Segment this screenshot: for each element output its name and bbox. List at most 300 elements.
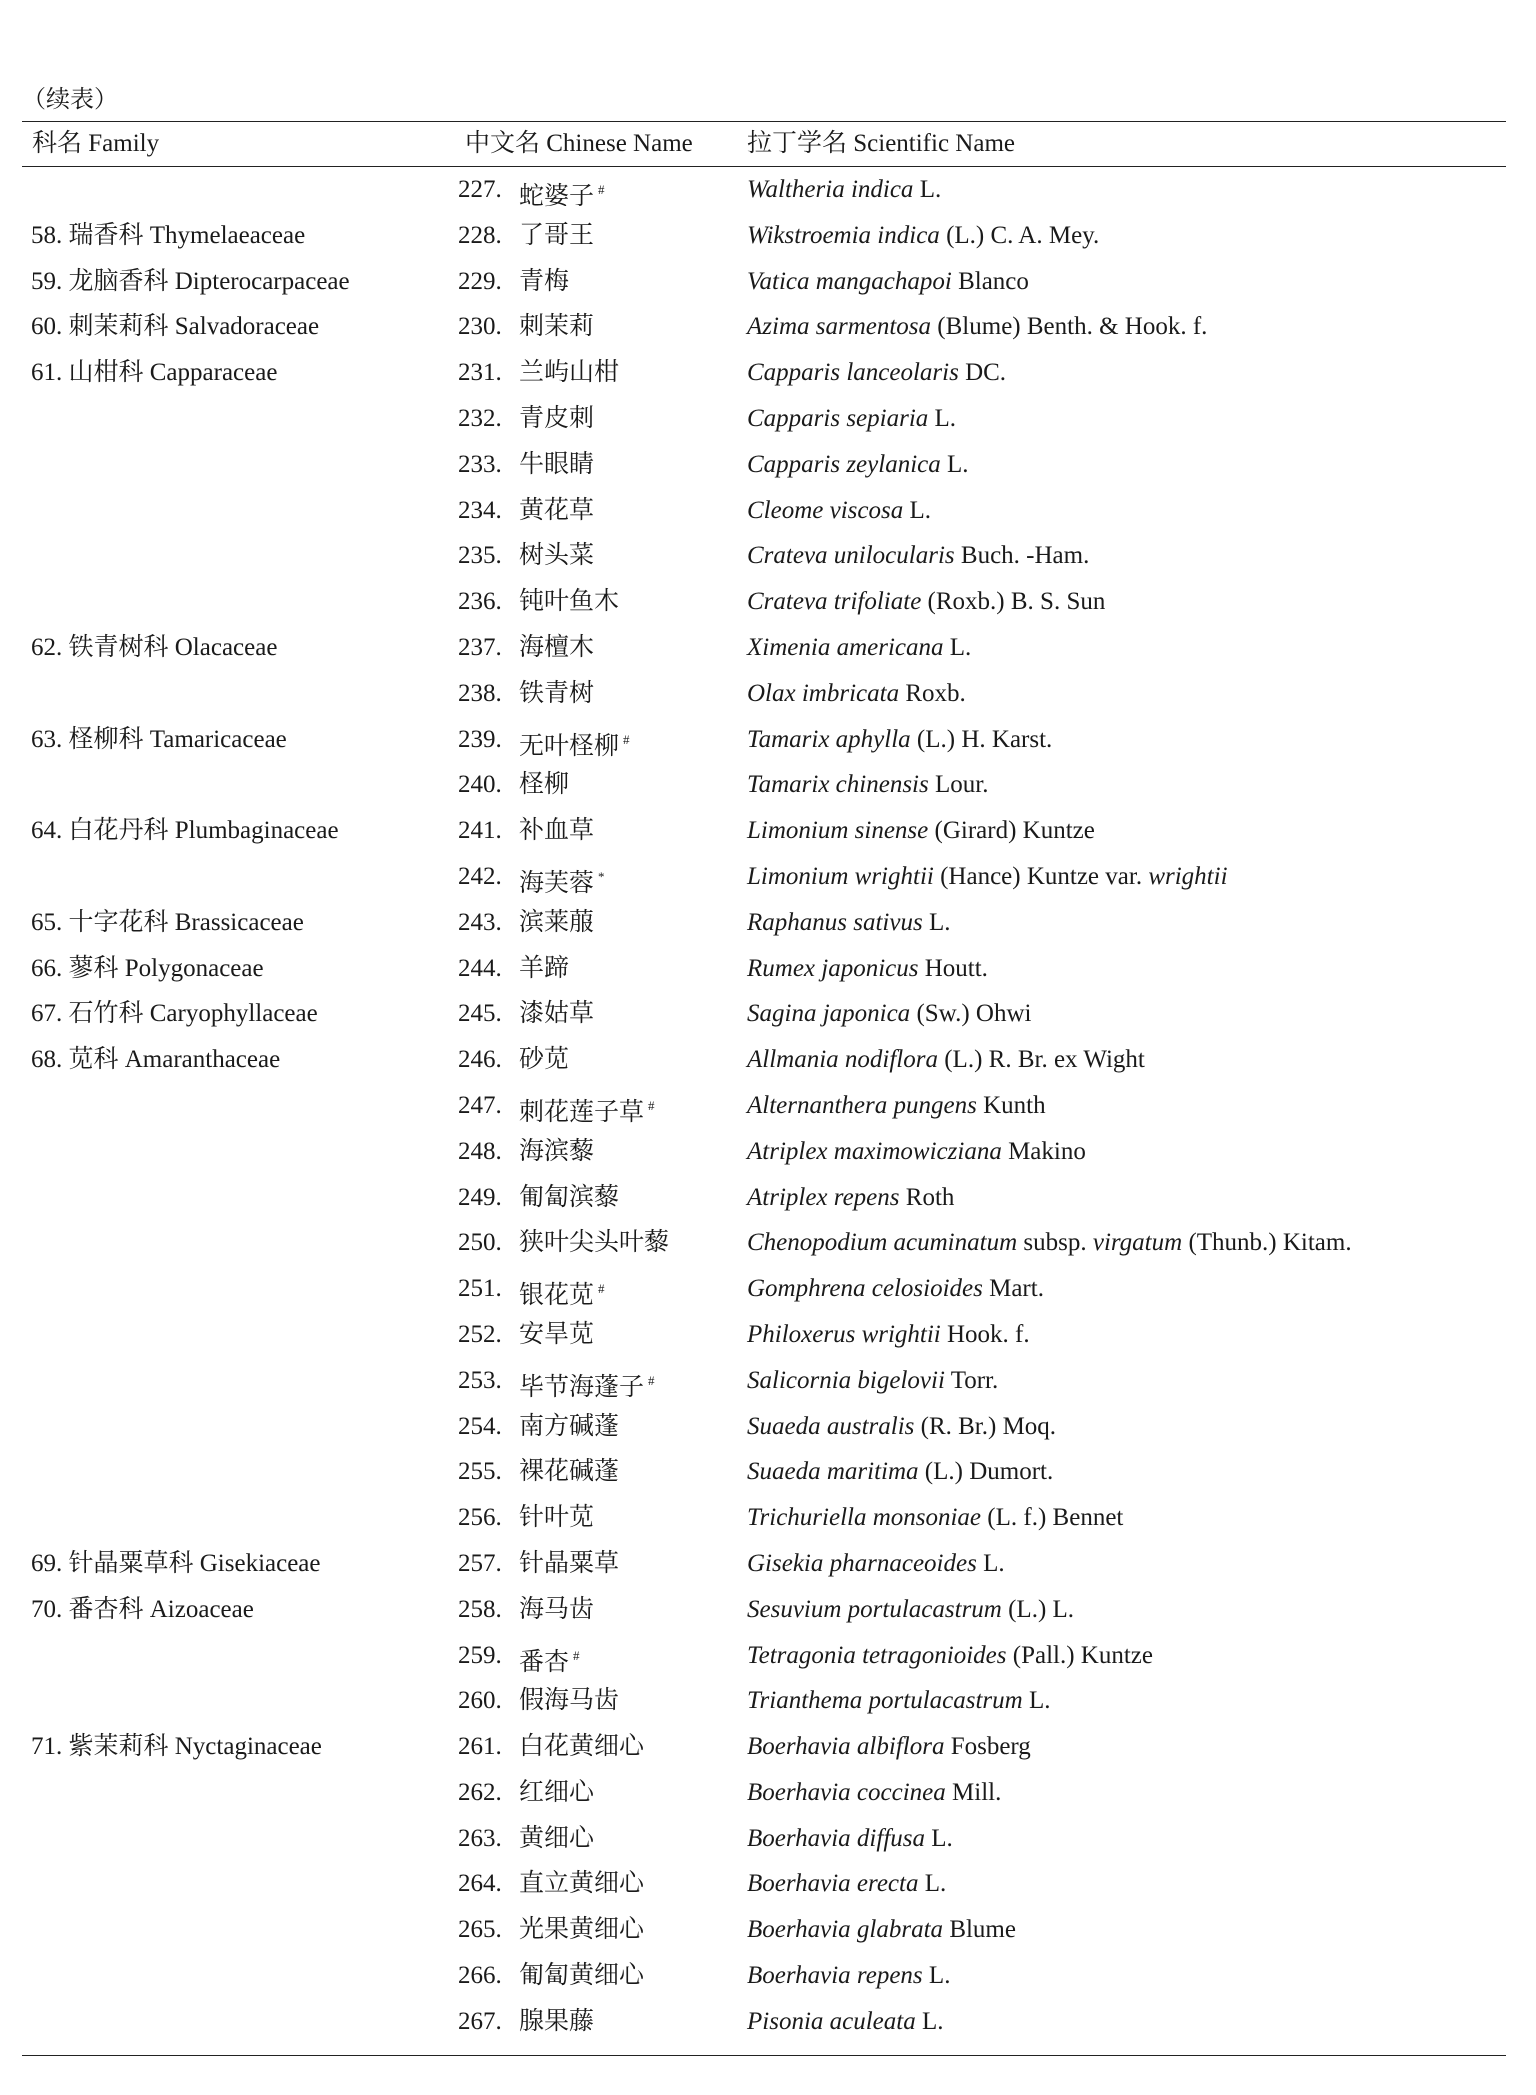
scientific-name-cell bbox=[747, 762, 988, 808]
chinese-name-text: 黄花草 bbox=[519, 496, 595, 524]
chinese-name-text: 匍匐黄细心 bbox=[519, 1962, 645, 1990]
table-row bbox=[0, 533, 1536, 579]
family-cell: 69. 针晶粟草科 Gisekiaceae bbox=[31, 1549, 321, 1577]
scientific-name-italic: Capparis lanceolaris bbox=[747, 359, 959, 387]
scientific-name-author: L. bbox=[903, 496, 931, 524]
scientific-name-italic: Crateva unilocularis bbox=[747, 542, 955, 570]
scientific-name-author: L. bbox=[913, 176, 942, 203]
scientific-name-cell bbox=[747, 1953, 950, 1999]
scientific-name-cell bbox=[747, 442, 969, 488]
scientific-name-author: Torr. bbox=[944, 1366, 999, 1394]
species-number: 244. bbox=[458, 954, 502, 982]
species-number: 235. bbox=[458, 542, 502, 570]
scientific-name-cell bbox=[747, 1404, 1056, 1450]
scientific-name-italic: Limonium sinense bbox=[747, 817, 929, 845]
scientific-name-italic: Suaeda australis bbox=[747, 1412, 915, 1440]
chinese-name-cell bbox=[519, 1953, 644, 1999]
scientific-name-author: (Blume) Benth. & Hook. f. bbox=[931, 313, 1208, 341]
table-row bbox=[0, 1220, 1536, 1266]
chinese-name-cell bbox=[519, 625, 594, 671]
scientific-name-author: Fosberg bbox=[944, 1733, 1031, 1761]
table-row bbox=[0, 671, 1536, 717]
scientific-name-italic: Boerhavia repens bbox=[747, 1962, 923, 1990]
chinese-name-cell bbox=[519, 1999, 594, 2045]
table-row bbox=[0, 1129, 1536, 1175]
chinese-name-cell bbox=[519, 488, 594, 534]
chinese-name-text: 刺茉莉 bbox=[519, 313, 595, 341]
scientific-name-cell bbox=[747, 1266, 1044, 1312]
scientific-name-author: Makino bbox=[1001, 1137, 1086, 1165]
scientific-name-author: L. bbox=[940, 450, 969, 478]
chinese-name-text: 海马齿 bbox=[519, 1595, 595, 1623]
species-number: 254. bbox=[458, 1412, 502, 1440]
species-number: 253. bbox=[458, 1366, 502, 1394]
scientific-name-italic: Boerhavia coccinea bbox=[747, 1778, 946, 1806]
scientific-name-italic: Tamarix chinensis bbox=[747, 771, 929, 799]
scientific-name-author: L. bbox=[976, 1549, 1005, 1577]
scientific-name-italic: Olax imbricata bbox=[747, 679, 900, 707]
table-row bbox=[0, 1907, 1536, 1953]
scientific-name-cell bbox=[747, 304, 1207, 350]
chinese-name-text: 刺花莲子草 bbox=[519, 1098, 645, 1126]
scientific-name-author: (Roxb.) B. S. Sun bbox=[921, 588, 1106, 616]
scientific-name-author: (L.) L. bbox=[1001, 1595, 1075, 1623]
species-number: 251. bbox=[458, 1275, 502, 1303]
scientific-name-italic: Vatica mangachapoi bbox=[747, 267, 952, 295]
chinese-name-text: 狭叶尖头叶藜 bbox=[519, 1229, 670, 1257]
table-row bbox=[0, 1953, 1536, 1999]
chinese-name-cell bbox=[519, 808, 594, 854]
scientific-name-italic: Chenopodium acuminatum bbox=[747, 1229, 1018, 1257]
species-number: 234. bbox=[458, 496, 502, 524]
chinese-name-text: 白花黄细心 bbox=[519, 1733, 645, 1761]
table-row bbox=[0, 762, 1536, 808]
scientific-name-cell bbox=[747, 1220, 1352, 1266]
scientific-name-cell bbox=[747, 1129, 1086, 1175]
chinese-name-text: 海滨藜 bbox=[519, 1137, 595, 1165]
scientific-name-italic: Wikstroemia indica bbox=[747, 221, 940, 249]
scientific-name-italic: Allmania nodiflora bbox=[747, 1046, 938, 1074]
chinese-name-cell bbox=[519, 1037, 569, 1083]
chinese-name-text: 银花苋 bbox=[519, 1282, 595, 1310]
scientific-name-author: Roth bbox=[899, 1183, 955, 1211]
table-row bbox=[0, 167, 1536, 213]
scientific-name-italic: Trichuriella monsoniae bbox=[747, 1504, 982, 1532]
chinese-name-cell bbox=[519, 900, 594, 946]
table-row bbox=[0, 900, 1536, 946]
family-cell: 68. 苋科 Amaranthaceae bbox=[31, 1046, 281, 1074]
scientific-name-author: (Sw.) Ohwi bbox=[910, 1000, 1032, 1028]
chinese-name-text: 针叶苋 bbox=[519, 1504, 595, 1532]
scientific-name-italic: Limonium wrightii bbox=[747, 862, 934, 890]
scientific-name-italic: Atriplex repens bbox=[747, 1183, 900, 1211]
table-row bbox=[0, 1358, 1536, 1404]
table-row bbox=[0, 991, 1536, 1037]
chinese-name-text: 安旱苋 bbox=[519, 1320, 595, 1348]
chinese-name-cell bbox=[519, 1587, 594, 1633]
chinese-name-text: 匍匐滨藜 bbox=[519, 1183, 620, 1211]
scientific-name-author: Buch. -Ham. bbox=[954, 542, 1090, 570]
chinese-name-cell bbox=[519, 442, 594, 488]
species-number: 260. bbox=[458, 1687, 502, 1715]
chinese-name-cell bbox=[519, 1312, 594, 1358]
table-row bbox=[0, 1175, 1536, 1221]
species-number: 247. bbox=[458, 1091, 502, 1119]
chinese-name-text: 直立黄细心 bbox=[519, 1870, 645, 1898]
chinese-name-cell bbox=[519, 579, 619, 625]
scientific-name-cell bbox=[747, 1861, 946, 1907]
chinese-name-cell bbox=[519, 1220, 669, 1266]
scientific-name-italic: Capparis sepiaria bbox=[747, 404, 929, 432]
table-row bbox=[0, 1541, 1536, 1587]
scientific-name-italic: Azima sarmentosa bbox=[747, 313, 932, 341]
scientific-name-italic: Tetragonia tetragonioides bbox=[747, 1641, 1007, 1669]
species-number: 262. bbox=[458, 1778, 502, 1806]
chinese-name-text: 黄细心 bbox=[519, 1824, 595, 1852]
scientific-name-italic: Crateva trifoliate bbox=[747, 588, 922, 616]
chinese-name-text: 钝叶鱼木 bbox=[519, 588, 620, 616]
scientific-name-cell bbox=[747, 991, 1031, 1037]
chinese-name-text: 漆姑草 bbox=[519, 1000, 595, 1028]
scientific-name-italic: Tamarix aphylla bbox=[747, 725, 911, 753]
table-row bbox=[0, 1037, 1536, 1083]
scientific-name-cell bbox=[747, 396, 956, 442]
chinese-name-cell bbox=[519, 1724, 644, 1770]
chinese-name-text: 无叶柽柳 bbox=[519, 732, 620, 760]
table-row bbox=[0, 579, 1536, 625]
species-number: 246. bbox=[458, 1046, 502, 1074]
species-number: 264. bbox=[458, 1870, 502, 1898]
table-top-rule bbox=[22, 121, 1506, 122]
table-row bbox=[0, 1816, 1536, 1862]
chinese-name-cell bbox=[519, 259, 569, 305]
chinese-name-text: 蛇婆子 bbox=[519, 183, 595, 210]
scientific-name-cell bbox=[747, 1312, 1030, 1358]
scientific-name-author: L. bbox=[1022, 1687, 1051, 1715]
scientific-name-author: (L.) Dumort. bbox=[918, 1458, 1054, 1486]
table-row bbox=[0, 1678, 1536, 1724]
table-row bbox=[0, 1633, 1536, 1679]
species-number: 236. bbox=[458, 588, 502, 616]
scientific-name-cell bbox=[747, 808, 1095, 854]
chinese-name-cell bbox=[519, 671, 594, 717]
chinese-name-cell bbox=[519, 1541, 619, 1587]
footnote-mark: # bbox=[598, 1281, 605, 1297]
scientific-name-cell bbox=[747, 488, 931, 534]
table-row bbox=[0, 213, 1536, 259]
chinese-name-text: 红细心 bbox=[519, 1778, 595, 1806]
species-number: 240. bbox=[458, 771, 502, 799]
table-row bbox=[0, 488, 1536, 534]
scientific-name-cell bbox=[747, 1770, 1001, 1816]
footnote-mark: # bbox=[598, 182, 605, 197]
table-row bbox=[0, 1404, 1536, 1450]
scientific-name-italic: Ximenia americana bbox=[747, 633, 944, 661]
table-row bbox=[0, 304, 1536, 350]
chinese-name-cell bbox=[519, 991, 594, 1037]
family-cell: 65. 十字花科 Brassicaceae bbox=[31, 908, 304, 936]
scientific-name-italic: Alternanthera pungens bbox=[747, 1091, 977, 1119]
chinese-name-cell bbox=[519, 1129, 594, 1175]
scientific-name-author: L. bbox=[915, 2007, 944, 2035]
scientific-name-cell bbox=[747, 900, 950, 946]
scientific-name-author: Houtt. bbox=[918, 954, 988, 982]
scientific-name-italic: Waltheria indica bbox=[747, 176, 914, 203]
chinese-name-text: 假海马齿 bbox=[519, 1687, 620, 1715]
scientific-name-author: L. bbox=[928, 404, 957, 432]
chinese-name-text: 毕节海蓬子 bbox=[519, 1373, 645, 1401]
chinese-name-cell bbox=[519, 396, 594, 442]
species-number: 263. bbox=[458, 1824, 502, 1852]
species-number: 265. bbox=[458, 1916, 502, 1944]
table-row bbox=[0, 854, 1536, 900]
family-cell: 70. 番杏科 Aizoaceae bbox=[31, 1595, 254, 1623]
continued-label: （续表） bbox=[22, 87, 118, 113]
scientific-name-italic: Rumex japonicus bbox=[747, 954, 919, 982]
scientific-name-cell bbox=[747, 167, 941, 213]
scientific-name-cell bbox=[747, 1907, 1016, 1953]
species-number: 242. bbox=[458, 862, 502, 890]
scientific-name-cell bbox=[747, 1175, 954, 1221]
scientific-name-cell bbox=[747, 579, 1105, 625]
species-number: 256. bbox=[458, 1504, 502, 1532]
scientific-name-cell bbox=[747, 625, 971, 671]
chinese-name-text: 柽柳 bbox=[519, 771, 570, 799]
scientific-name-cell bbox=[747, 1999, 944, 2045]
family-cell: 66. 蓼科 Polygonaceae bbox=[31, 954, 264, 982]
family-cell: 71. 紫茉莉科 Nyctaginaceae bbox=[31, 1733, 322, 1761]
chinese-name-cell bbox=[519, 1678, 619, 1724]
header-scientific-name: 拉丁学名 Scientific Name bbox=[747, 130, 1015, 157]
scientific-name-italic: Atriplex maximowicziana bbox=[747, 1137, 1002, 1165]
species-number: 230. bbox=[458, 313, 502, 341]
table-row bbox=[0, 1266, 1536, 1312]
chinese-name-text: 裸花碱蓬 bbox=[519, 1458, 620, 1486]
species-number: 259. bbox=[458, 1641, 502, 1669]
species-number: 239. bbox=[458, 725, 502, 753]
scientific-name-italic: Suaeda maritima bbox=[747, 1458, 919, 1486]
scientific-name-author: Kunth bbox=[976, 1091, 1046, 1119]
chinese-name-cell bbox=[519, 1175, 619, 1221]
scientific-name-author: Blume bbox=[943, 1916, 1016, 1944]
scientific-name-cell bbox=[747, 1358, 998, 1404]
scientific-name-cell bbox=[747, 1587, 1074, 1633]
table-header bbox=[0, 124, 1536, 164]
table-row bbox=[0, 1999, 1536, 2045]
species-number: 243. bbox=[458, 908, 502, 936]
species-number: 233. bbox=[458, 450, 502, 478]
table-body bbox=[0, 167, 1536, 2045]
scientific-name-italic: Cleome viscosa bbox=[747, 496, 904, 524]
species-number: 238. bbox=[458, 679, 502, 707]
table-row bbox=[0, 1587, 1536, 1633]
scientific-name-italic: Boerhavia diffusa bbox=[747, 1824, 926, 1852]
species-number: 267. bbox=[458, 2007, 502, 2035]
scientific-name-author: Mill. bbox=[945, 1778, 1002, 1806]
scientific-name-italic: Philoxerus wrightii bbox=[747, 1320, 941, 1348]
species-number: 231. bbox=[458, 359, 502, 387]
chinese-name-text: 海檀木 bbox=[519, 633, 595, 661]
scientific-name-cell bbox=[747, 350, 1006, 396]
table-row bbox=[0, 442, 1536, 488]
scientific-name-italic: Capparis zeylanica bbox=[747, 450, 941, 478]
species-number: 228. bbox=[458, 221, 502, 249]
species-number: 229. bbox=[458, 267, 502, 295]
chinese-name-text: 补血草 bbox=[519, 817, 595, 845]
species-number: 232. bbox=[458, 404, 502, 432]
species-number: 250. bbox=[458, 1229, 502, 1257]
chinese-name-text: 光果黄细心 bbox=[519, 1916, 645, 1944]
chinese-name-cell bbox=[519, 1404, 619, 1450]
chinese-name-text: 树头菜 bbox=[519, 542, 595, 570]
scientific-name-author: Mart. bbox=[982, 1275, 1044, 1303]
table-bottom-rule bbox=[22, 2055, 1506, 2056]
family-cell: 63. 柽柳科 Tamaricaceae bbox=[31, 725, 287, 753]
scientific-name-cell bbox=[747, 1037, 1145, 1083]
scientific-name-italic: wrightii bbox=[1148, 862, 1228, 890]
table-row bbox=[0, 717, 1536, 763]
footnote-mark: # bbox=[648, 1097, 655, 1113]
table-row bbox=[0, 946, 1536, 992]
scientific-name-author: (R. Br.) Moq. bbox=[914, 1412, 1057, 1440]
species-number: 248. bbox=[458, 1137, 502, 1165]
scientific-name-cell bbox=[747, 259, 1029, 305]
chinese-name-text: 铁青树 bbox=[519, 679, 595, 707]
species-number: 255. bbox=[458, 1458, 502, 1486]
species-number: 241. bbox=[458, 817, 502, 845]
chinese-name-text: 海芙蓉 bbox=[519, 869, 595, 897]
scientific-name-author: Hook. f. bbox=[940, 1320, 1030, 1348]
footnote-mark: * bbox=[598, 868, 605, 884]
chinese-name-cell bbox=[519, 213, 594, 259]
chinese-name-text: 羊蹄 bbox=[519, 954, 570, 982]
table-row bbox=[0, 1861, 1536, 1907]
chinese-name-text: 番杏 bbox=[519, 1648, 570, 1676]
chinese-name-cell bbox=[519, 533, 594, 579]
header-family: 科名 Family bbox=[32, 130, 160, 157]
species-number: 249. bbox=[458, 1183, 502, 1211]
chinese-name-cell bbox=[519, 1449, 619, 1495]
scientific-name-author: (L.) R. Br. ex Wight bbox=[937, 1046, 1145, 1074]
species-number: 257. bbox=[458, 1549, 502, 1577]
family-cell: 58. 瑞香科 Thymelaeaceae bbox=[31, 221, 306, 249]
scientific-name-cell bbox=[747, 946, 988, 992]
table-row bbox=[0, 259, 1536, 305]
species-number: 252. bbox=[458, 1320, 502, 1348]
table-row bbox=[0, 396, 1536, 442]
chinese-name-cell bbox=[519, 1907, 644, 1953]
chinese-name-cell bbox=[519, 1861, 644, 1907]
scientific-name-italic: Trianthema portulacastrum bbox=[747, 1687, 1023, 1715]
family-cell: 64. 白花丹科 Plumbaginaceae bbox=[31, 817, 339, 845]
table-row bbox=[0, 1770, 1536, 1816]
table-row bbox=[0, 808, 1536, 854]
scientific-name-italic: Pisonia aculeata bbox=[747, 2007, 916, 2035]
scientific-name-author: L. bbox=[918, 1870, 947, 1898]
scientific-name-italic: Boerhavia albiflora bbox=[747, 1733, 945, 1761]
table-row bbox=[0, 1312, 1536, 1358]
scientific-name-cell bbox=[747, 854, 1228, 900]
scientific-name-italic: virgatum bbox=[1092, 1229, 1183, 1257]
chinese-name-text: 青梅 bbox=[519, 267, 570, 295]
scientific-name-italic: Salicornia bigelovii bbox=[747, 1366, 945, 1394]
scientific-name-author: DC. bbox=[958, 359, 1007, 387]
species-number: 261. bbox=[458, 1733, 502, 1761]
scientific-name-cell bbox=[747, 213, 1099, 259]
scientific-name-author: (L.) C. A. Mey. bbox=[939, 221, 1100, 249]
scientific-name-author: (Girard) Kuntze bbox=[928, 817, 1095, 845]
scientific-name-cell bbox=[747, 1541, 1005, 1587]
chinese-name-cell bbox=[519, 304, 594, 350]
chinese-name-cell bbox=[519, 762, 569, 808]
footnote-mark: # bbox=[648, 1372, 655, 1388]
scientific-name-cell bbox=[747, 1678, 1051, 1724]
table-row bbox=[0, 1724, 1536, 1770]
scientific-name-italic: Boerhavia glabrata bbox=[747, 1916, 944, 1944]
chinese-name-text: 牛眼睛 bbox=[519, 450, 595, 478]
chinese-name-text: 滨莱菔 bbox=[519, 908, 595, 936]
family-cell: 60. 刺茉莉科 Salvadoraceae bbox=[31, 313, 320, 341]
scientific-name-cell bbox=[747, 1495, 1123, 1541]
table-row bbox=[0, 1495, 1536, 1541]
scientific-name-cell bbox=[747, 533, 1089, 579]
table-row bbox=[0, 1449, 1536, 1495]
scientific-name-cell bbox=[747, 1724, 1031, 1770]
scientific-name-italic: Sesuvium portulacastrum bbox=[747, 1595, 1002, 1623]
scientific-name-cell bbox=[747, 1449, 1053, 1495]
species-number: 266. bbox=[458, 1962, 502, 1990]
family-cell: 62. 铁青树科 Olacaceae bbox=[31, 633, 278, 661]
chinese-name-text: 砂苋 bbox=[519, 1046, 570, 1074]
scientific-name-author: (Pall.) Kuntze bbox=[1006, 1641, 1153, 1669]
scientific-name-cell bbox=[747, 1633, 1153, 1679]
chinese-name-cell bbox=[519, 946, 569, 992]
species-number: 258. bbox=[458, 1595, 502, 1623]
chinese-name-cell bbox=[519, 1495, 594, 1541]
scientific-name-author: (L. f.) Bennet bbox=[981, 1504, 1124, 1532]
family-cell: 61. 山柑科 Capparaceae bbox=[31, 359, 278, 387]
scientific-name-author: subsp. bbox=[1017, 1229, 1093, 1257]
chinese-name-cell bbox=[519, 1770, 594, 1816]
scientific-name-author: L. bbox=[922, 1962, 951, 1990]
species-number: 227. bbox=[458, 176, 502, 203]
header-chinese-name: 中文名 Chinese Name bbox=[465, 130, 693, 157]
scientific-name-cell bbox=[747, 717, 1052, 763]
species-number: 237. bbox=[458, 633, 502, 661]
chinese-name-text: 腺果藤 bbox=[519, 2007, 595, 2035]
footnote-mark: # bbox=[573, 1647, 580, 1663]
scientific-name-cell bbox=[747, 1816, 953, 1862]
chinese-name-text: 兰屿山柑 bbox=[519, 359, 620, 387]
chinese-name-text: 针晶粟草 bbox=[519, 1549, 620, 1577]
scientific-name-author: L. bbox=[943, 633, 972, 661]
chinese-name-cell bbox=[519, 350, 619, 396]
scientific-name-italic: Raphanus sativus bbox=[747, 908, 923, 936]
family-cell: 59. 龙脑香科 Dipterocarpaceae bbox=[31, 267, 350, 295]
family-cell: 67. 石竹科 Caryophyllaceae bbox=[31, 1000, 318, 1028]
chinese-name-text: 青皮刺 bbox=[519, 404, 595, 432]
scientific-name-author: Lour. bbox=[928, 771, 989, 799]
scientific-name-author: L. bbox=[925, 1824, 953, 1852]
table-row bbox=[0, 1083, 1536, 1129]
scientific-name-cell bbox=[747, 671, 966, 717]
scientific-name-italic: Gisekia pharnaceoides bbox=[747, 1549, 977, 1577]
table-row bbox=[0, 625, 1536, 671]
scientific-name-author: Blanco bbox=[951, 267, 1029, 295]
chinese-name-text: 南方碱蓬 bbox=[519, 1412, 620, 1440]
table-row bbox=[0, 350, 1536, 396]
scientific-name-author: (L.) H. Karst. bbox=[910, 725, 1053, 753]
